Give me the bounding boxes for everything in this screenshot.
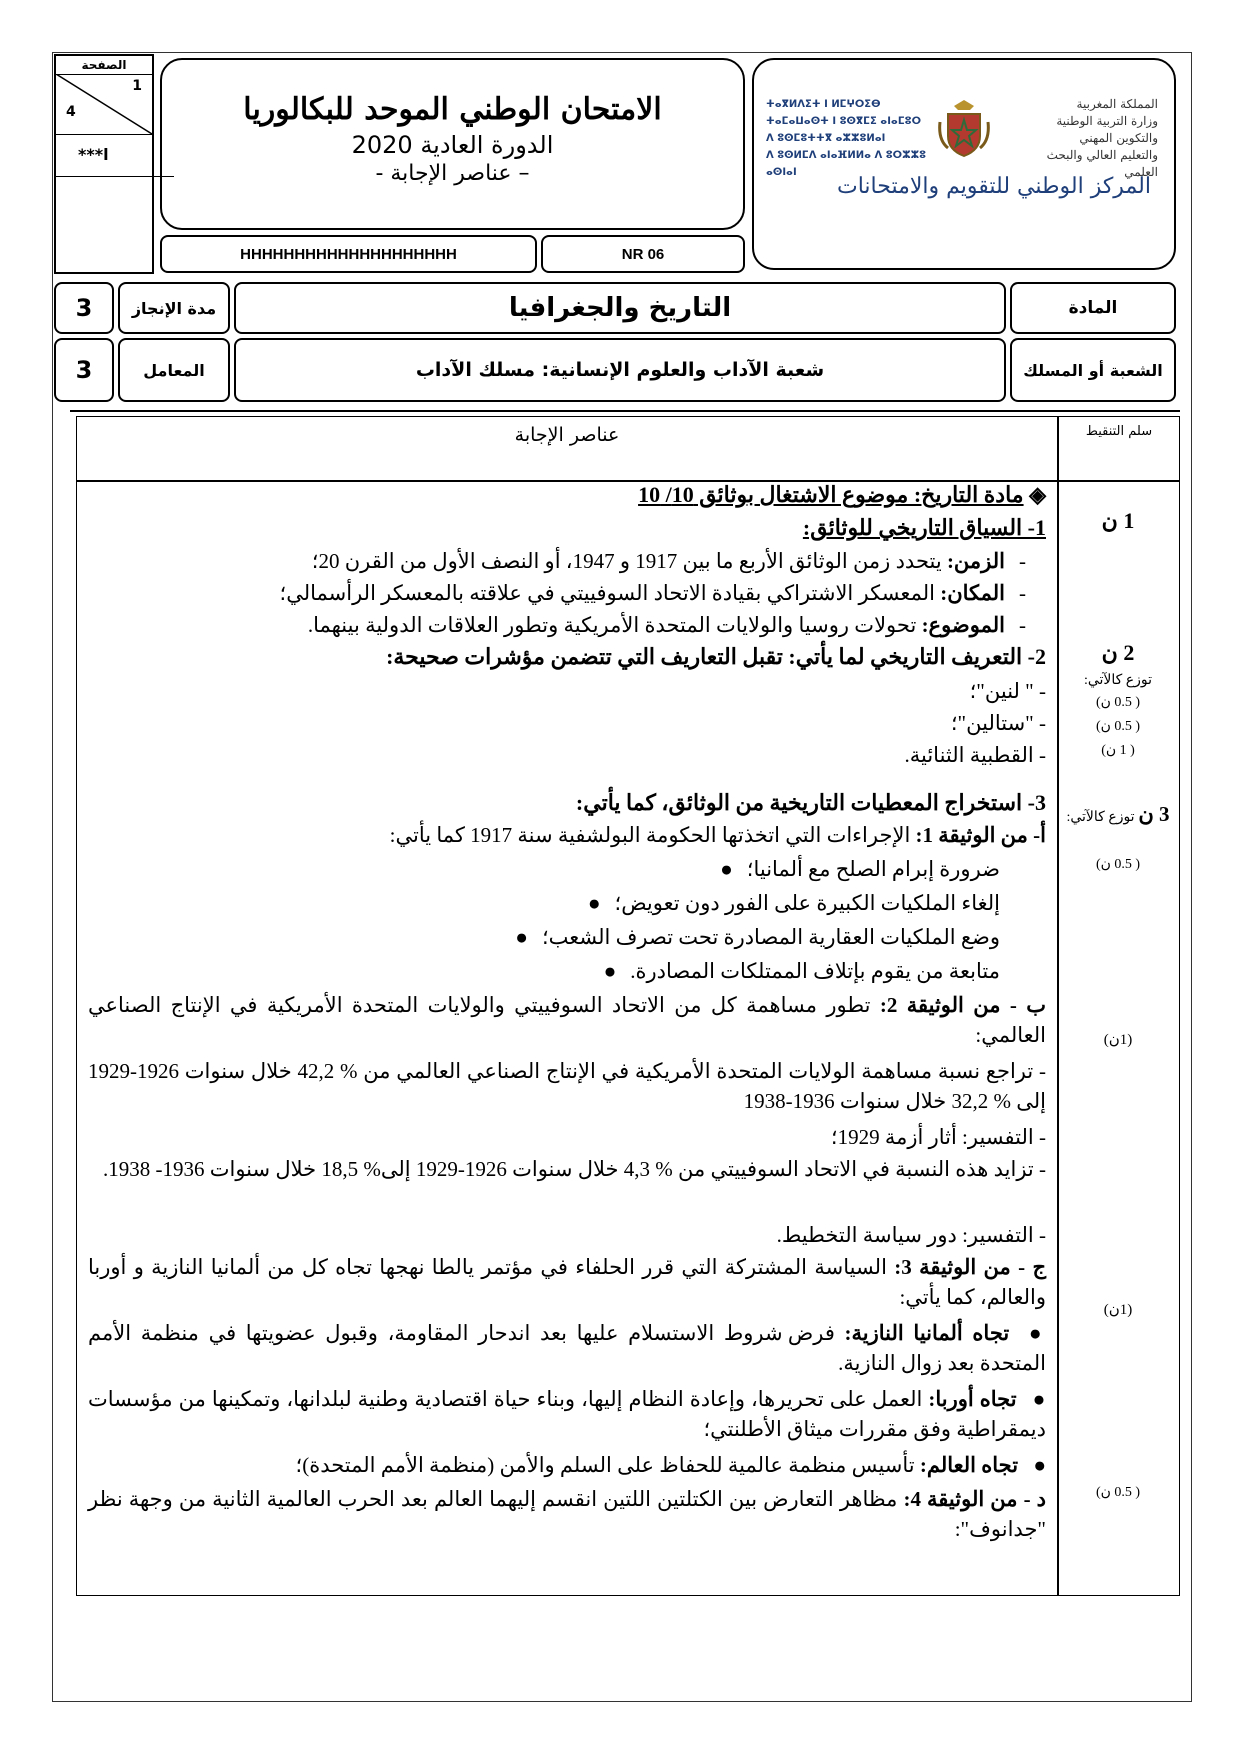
doc1-item [515, 922, 1000, 952]
score-doc4: ( 0.5 ن) [1095, 1485, 1141, 1500]
doc1-item-text: متابعة من يقوم بإتلاف الممتلكات المصادرة. [630, 959, 1000, 983]
doc4-intro [88, 1484, 1046, 1544]
doc3-world-text: تأسيس منظمة عالمية للحفاظ على السلم والأمن (منظمة الأمم المتحدة)؛ [295, 1453, 915, 1477]
score-section-3-part: ( 0.5 ن) [1095, 857, 1141, 872]
doc3-intro [88, 1252, 1046, 1312]
ministry-tifinagh [766, 96, 936, 181]
s2-item: - "ستالين"؛ [950, 711, 1046, 735]
ministry-tifinagh-line: ⴷ ⵓⵙⵍⵎⴷ ⴰⵏⴰⴼⵍⵍⴰ ⴷ ⵓⵔⵣⵣⵓ ⴰⵙⵏⴰⵏ [766, 150, 927, 178]
history-heading [638, 480, 1046, 510]
ministry-tifinagh-line: ⵜⴰⵎⴰⵡⴰⵙⵜ ⵏ ⵓⵙⴳⵎⵉ ⴰⵏⴰⵎⵓⵔ [766, 116, 921, 127]
exam-title-box [160, 58, 745, 230]
score-section-3 [1060, 802, 1176, 827]
score-section-2-note: توزع كالآتي: [1083, 673, 1153, 688]
exam-subtitle: - عناصر الإجابة – [375, 161, 530, 186]
code-right: NR 06 [541, 235, 745, 273]
doc3-label: ج - من الوثيقة 3: [894, 1255, 1046, 1279]
s1-topic-label: الموضوع: [921, 613, 1005, 637]
doc4-label: د - من الوثيقة 4: [903, 1487, 1047, 1511]
diamond-icon: ◈ [1029, 482, 1046, 507]
bullet-icon: ● [720, 857, 733, 881]
score-section-3-note: توزع كالآتي: [1066, 810, 1135, 825]
s1-place-text: المعسكر الاشتراكي بقيادة الاتحاد السوفييتي في علاقته بالمعسكر الرأسمالي؛ [279, 581, 935, 605]
history-heading-text: مادة التاريخ: موضوع الاشتغال بوثائق 10/ 10 [638, 482, 1024, 507]
doc2-point-1: - تراجع نسبة مساهمة الولايات المتحدة الأمريكية في الإنتاج الصناعي العالمي من % 42,2 خلال سنوات 1926-1929 إلى % 32,2 خلال سنوات 1936-1938 [88, 1059, 1047, 1113]
doc2-label: ب - من الوثيقة 2: [879, 993, 1047, 1017]
doc1-item [604, 956, 1000, 986]
bullet-icon: ● [603, 959, 617, 983]
duration-label: مدة الإنجاز [118, 282, 230, 334]
subject-name: التاريخ والجغرافيا [234, 282, 1006, 334]
doc3-germany-text: فرض شروط الاستسلام عليها بعد اندحار المقاومة، وقبول عضويتها في منظمة الأمم المتحدة بعد زوال النازية. [88, 1321, 1046, 1375]
exam-session: الدورة العادية 2020 [351, 131, 554, 159]
section-2-title: 2- التعريف التاريخي لما يأتي: تقبل التعاريف التي تتضمن مؤشرات صحيحة: [386, 644, 1046, 669]
ministry-line: وزارة التربية الوطنية [1056, 114, 1158, 128]
col-answers-header: عناصر الإجابة [514, 424, 620, 446]
doc1-text: الإجراءات التي اتخذتها الحكومة البولشفية سنة 1917 كما يأتي: [389, 823, 911, 847]
track-name: شعبة الآداب والعلوم الإنسانية: مسلك الآداب [234, 338, 1006, 402]
score-part: ( 0.5 ن) [1095, 719, 1141, 734]
table-col-divider [1057, 416, 1059, 1596]
ministry-arabic [1018, 96, 1158, 181]
doc1-item [720, 854, 1000, 884]
subject-label: المادة [1010, 282, 1176, 334]
ministry-tifinagh-line: ⵜⴰⴳⵍⴷⵉⵜ ⵏ ⵍⵎⵖⵔⵉⴱ [766, 99, 881, 110]
ministry-center: المركز الوطني للتقويم والامتحانات [837, 174, 1151, 199]
table-top-rule [70, 410, 1180, 412]
bullet-icon: ● [1033, 1453, 1046, 1477]
doc2-point-2: - تزايد هذه النسبة في الاتحاد السوفييتي من % 4,3 خلال سنوات 1926-1929 إلى% 18,5 خلال سنوات 1936- 1938. [102, 1157, 1046, 1181]
bullet-icon: ● [587, 891, 601, 915]
coef-value: 3 [54, 338, 114, 402]
doc2-text: تطور مساهمة كل من الاتحاد السوفييتي والولايات المتحدة الأمريكية في الإنتاج الصناعي العالمي: [88, 993, 1046, 1047]
ministry-box [752, 58, 1176, 270]
doc3-germany [88, 1318, 1046, 1378]
doc3-europe-label: تجاه أوربا: [928, 1387, 1017, 1411]
coat-of-arms-icon [936, 96, 992, 160]
duration-value: 3 [54, 282, 114, 334]
bullet-icon: ● [515, 925, 528, 949]
s1-time-text: يتحدد زمن الوثائق الأربع ما بين 1917 و 1947، أو النصف الأول من القرن 20؛ [311, 549, 942, 573]
doc2-intro [88, 990, 1046, 1050]
doc1-label: أ- من الوثيقة 1: [915, 823, 1046, 847]
score-part: ( 0.5 ن) [1095, 695, 1141, 710]
section-1-title: 1- السياق التاريخي للوثائق: [802, 515, 1046, 540]
score-doc2: (1ن) [1103, 1032, 1133, 1048]
doc3-europe-text: العمل على تحريرها، وإعادة النظام إليها، وبناء حياة اقتصادية وطنية لبلدانها، وتمكينها من مؤسسات ديمقراطية وفق مقررات ميثاق الأطلنتي؛ [88, 1387, 1046, 1441]
doc3-europe [88, 1384, 1046, 1444]
track-label: الشعبة أو المسلك [1010, 338, 1176, 402]
doc3-germany-label: تجاه ألمانيا النازية: [844, 1321, 1010, 1345]
score-section-3-value: 3 ن [1138, 802, 1170, 826]
doc3-text: السياسة المشتركة التي قرر الحلفاء في مؤتمر يالطا نهجها تجاه كل من ألمانيا النازية و أوربا والعالم، كما يأتي: [88, 1255, 1046, 1309]
doc1-intro [390, 820, 1046, 850]
ministry-line: والتعليم العالي والبحث العلمي [1046, 148, 1158, 179]
page-number-box [54, 54, 154, 274]
ministry-tifinagh-line: ⴷ ⵓⵙⵎⵓⵜⵜⴳ ⴰⵣⵣⵓⵍⴰⵏ [766, 133, 886, 144]
s2-item: - القطبية الثنائية. [904, 743, 1046, 767]
bullet-icon: ● [1028, 1321, 1047, 1345]
page-current: 1 [132, 78, 142, 94]
score-doc3: (1ن) [1103, 1302, 1133, 1318]
doc1-item-text: وضع الملكيات العقارية المصادرة تحت تصرف الشعب؛ [541, 925, 1000, 949]
score-section-2: 2 ن [1101, 640, 1135, 665]
exam-title: الامتحان الوطني الموحد للبكالوريا [243, 92, 662, 127]
doc2-explain-1: - التفسير: أثار أزمة 1929؛ [830, 1125, 1046, 1149]
bullet-icon: ● [1032, 1387, 1047, 1411]
doc1-item-text: إلغاء الملكيات الكبيرة على الفور دون تعويض؛ [614, 891, 1000, 915]
coef-label: المعامل [118, 338, 230, 402]
page-label: الصفحة [56, 56, 152, 75]
page-code: ***ا [56, 134, 174, 177]
doc3-world [296, 1450, 1046, 1480]
s1-place-label: المكان: [940, 581, 1005, 605]
s1-time: -الزمن: يتحدد زمن الوثائق الأربع ما بين 1917 و 1947، أو النصف الأول من القرن 20؛ [311, 549, 1026, 573]
ministry-line: والتكوين المهني [1079, 131, 1158, 145]
score-section-1: 1 ن [1101, 508, 1135, 533]
col-scale-header: سلم التنقيط [1085, 424, 1153, 439]
doc2-explain-2: - التفسير: دور سياسة التخطيط. [776, 1223, 1046, 1247]
doc1-item-text: ضرورة إبرام الصلح مع ألمانيا؛ [746, 857, 1000, 881]
ministry-line: المملكة المغربية [1076, 97, 1158, 111]
page-fraction [56, 74, 152, 135]
s1-time-label: الزمن: [946, 549, 1005, 573]
s2-item: - " لنين"؛ [969, 679, 1046, 703]
doc4-text: مظاهر التعارض بين الكتلتين اللتين انقسم إليهما العالم بعد الحرب العالمية الثانية من وجهة نظر "جدانوف": [88, 1487, 1046, 1541]
doc3-world-label: تجاه العالم: [919, 1453, 1019, 1477]
s1-topic-text: تحولات روسيا والولايات المتحدة الأمريكية وتطور العلاقات الدولية بينهما. [307, 613, 917, 637]
doc1-item [588, 888, 1000, 918]
code-left: HHHHHHHHHHHHHHHHHHHH [160, 235, 537, 273]
s1-topic: -الموضوع: تحولات روسيا والولايات المتحدة الأمريكية وتطور العلاقات الدولية بينهما. [307, 613, 1026, 637]
s1-place: -المكان: المعسكر الاشتراكي بقيادة الاتحاد السوفييتي في علاقته بالمعسكر الرأسمالي؛ [279, 581, 1026, 605]
section-3-title: 3- استخراج المعطيات التاريخية من الوثائق، كما يأتي: [575, 790, 1046, 815]
page-total: 4 [66, 104, 76, 120]
score-part: ( 1 ن) [1101, 743, 1135, 758]
